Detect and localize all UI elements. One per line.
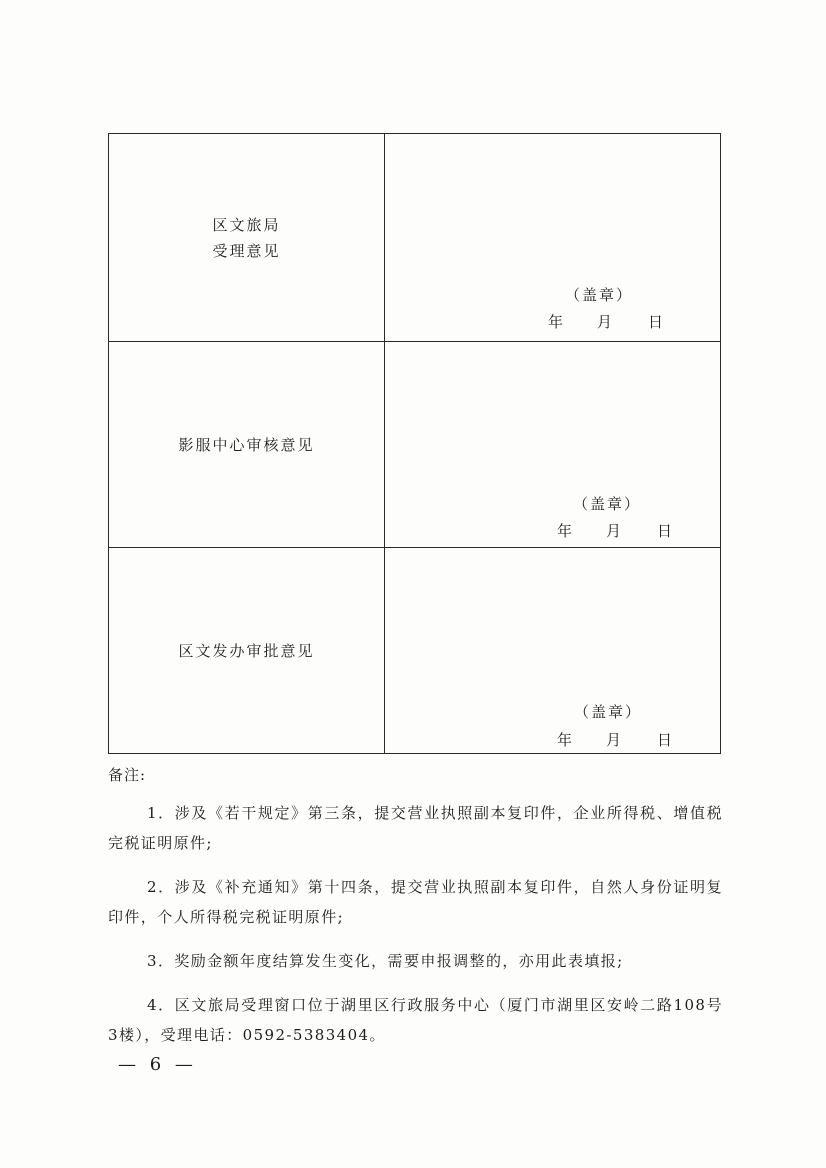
- month-label: 月: [606, 522, 622, 540]
- page-number: — 6 —: [118, 1054, 197, 1075]
- row-label-line1: 影服中心审核意见: [178, 435, 315, 454]
- note-item: 4．区文旅局受理窗口位于湖里区行政服务中心（厦门市湖里区安岭二路108号3楼），受理电话：0592-5383404。: [108, 996, 723, 1044]
- label-cell-approval: [109, 548, 385, 754]
- year-label: 年: [557, 522, 573, 540]
- opinion-field-review[interactable]: [385, 342, 721, 548]
- date-line: [548, 311, 663, 332]
- note-item: 1．涉及《若干规定》第三条，提交营业执照副本复印件，企业所得税、增值税完税证明原件;: [108, 804, 723, 852]
- label-cell-review: [109, 342, 385, 548]
- date-line: [557, 729, 672, 750]
- table-row-review: [109, 342, 721, 548]
- day-label: 日: [657, 731, 673, 749]
- month-label: 月: [606, 731, 622, 749]
- year-label: 年: [548, 313, 564, 331]
- seal-label: （盖章）: [565, 286, 634, 304]
- notes-heading: 备注:: [108, 766, 147, 784]
- note-item: 2．涉及《补充通知》第十四条，提交营业执照副本复印件，自然人身份证明复印件，个人所得税完税证明原件;: [108, 878, 723, 926]
- month-label: 月: [597, 313, 613, 331]
- day-label: 日: [657, 522, 673, 540]
- table-row-approval: [109, 548, 721, 754]
- approval-form-table: [108, 133, 721, 754]
- table-row-acceptance: [109, 134, 721, 342]
- row-label-line1: 区文发办审批意见: [178, 641, 315, 660]
- opinion-field-approval[interactable]: [385, 548, 721, 754]
- year-label: 年: [557, 731, 573, 749]
- seal-label: （盖章）: [573, 495, 642, 513]
- date-line: [557, 520, 672, 541]
- seal-label: （盖章）: [574, 703, 643, 721]
- row-label-line1: 区文旅局: [212, 215, 281, 234]
- note-item: 3．奖励金额年度结算发生变化，需要申报调整的，亦用此表填报;: [147, 952, 624, 970]
- label-cell-acceptance: [109, 134, 385, 342]
- day-label: 日: [648, 313, 664, 331]
- notes-section: [108, 764, 723, 1064]
- opinion-field-acceptance[interactable]: [385, 134, 721, 342]
- row-label-line2: 受理意见: [212, 241, 281, 260]
